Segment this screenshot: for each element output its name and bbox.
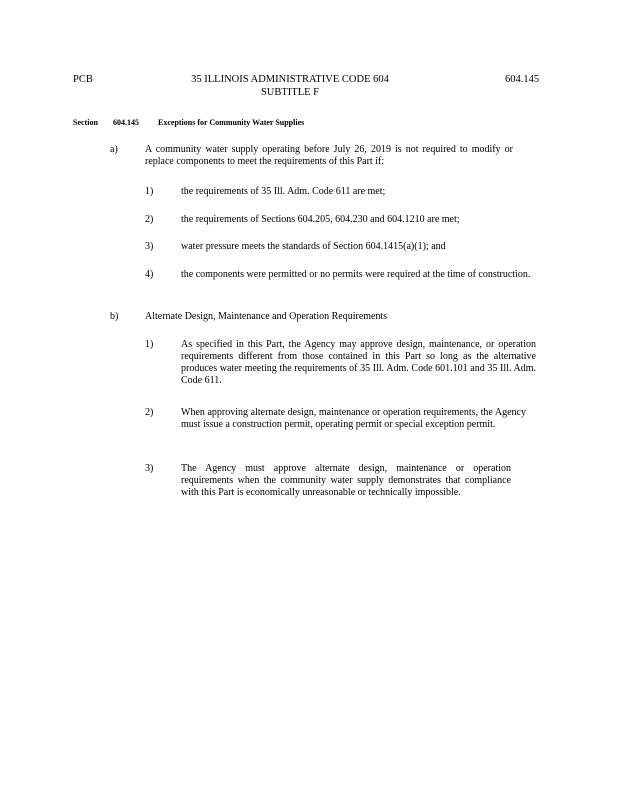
item-text: the requirements of 35 Ill. Adm. Code 611 are met; [181, 186, 386, 197]
item-marker: 1) [145, 186, 154, 197]
section-title: Exceptions for Community Water Supplies [158, 118, 305, 127]
subsection-b-marker: b) [110, 311, 119, 322]
header-center [150, 73, 430, 99]
item-marker: 4) [145, 269, 154, 280]
item-text: When approving alternate design, maintenance or operation requirements, the Agency must issue a construction permit, operating permit or special exception permit. [181, 407, 526, 430]
header-title: 35 ILLINOIS ADMINISTRATIVE CODE 604 [191, 74, 389, 85]
subsection-b-text: Alternate Design, Maintenance and Operation Requirements [145, 311, 388, 322]
header-subtitle: SUBTITLE F [260, 87, 320, 98]
item-text: the requirements of Sections 604.205, 604.230 and 604.1210 are met; [181, 214, 460, 225]
section-word: Section [73, 118, 98, 127]
item-text: The Agency must approve alternate design, maintenance or operation requirements when the community water supply demonstrates that compliance with this Part is economically unreasonable or technically impossible. [181, 463, 511, 498]
item-text: the components were permitted or no permits were required at the time of construction. [181, 269, 531, 280]
subsection-a-marker: a) [110, 144, 118, 155]
header-left: PCB [73, 74, 93, 85]
item-marker: 1) [145, 339, 154, 350]
subsection-a-text: A community water supply operating before July 26, 2019 is not required to modify or replace components to meet the requirements of this Part if: [145, 144, 513, 167]
item-marker: 3) [145, 463, 154, 474]
item-marker: 2) [145, 407, 154, 418]
item-text: As specified in this Part, the Agency may approve design, maintenance, or operation requirements different from those contained in this Part so long as the alternative produces water meeting the requirements of 35 Ill. Adm. Code 601.101 and 35 Ill. Adm. Code 611. [181, 339, 536, 386]
section-number: 604.145 [113, 118, 139, 127]
item-marker: 3) [145, 241, 154, 252]
item-text: water pressure meets the standards of Section 604.1415(a)(1); and [181, 241, 446, 252]
item-marker: 2) [145, 214, 154, 225]
header-right: 604.145 [505, 74, 540, 85]
